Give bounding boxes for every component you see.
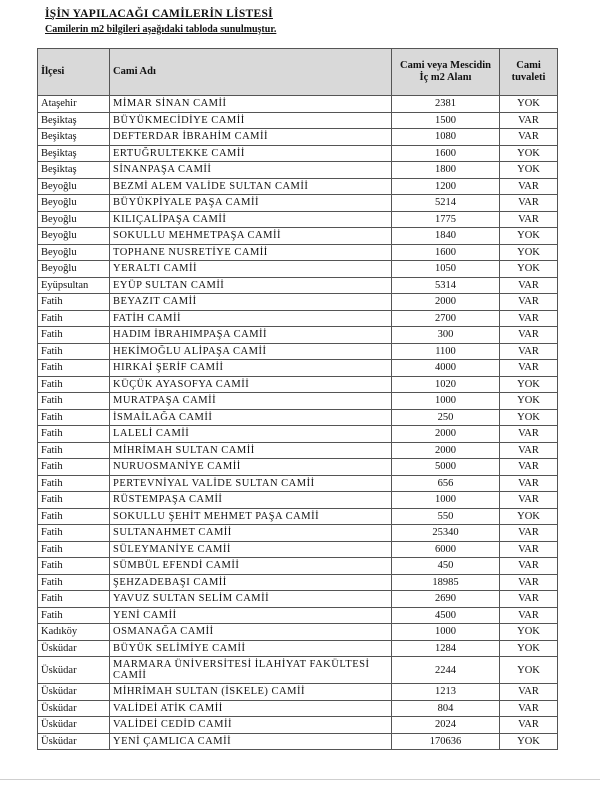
cell-name: TOPHANE NUSRETİYE CAMİİ <box>110 244 392 261</box>
cell-district: Fatih <box>38 376 110 393</box>
cell-name: VALİDEİ CEDİD CAMİİ <box>110 717 392 734</box>
table-row <box>38 178 558 195</box>
table-row <box>38 310 558 327</box>
table-row <box>38 211 558 228</box>
cell-area: 5214 <box>392 195 500 212</box>
cell-name: VALİDEİ ATİK CAMİİ <box>110 700 392 717</box>
cell-toilet: VAR <box>500 442 558 459</box>
cell-district: Fatih <box>38 541 110 558</box>
table-row <box>38 327 558 344</box>
cell-area: 5314 <box>392 277 500 294</box>
cell-area: 6000 <box>392 541 500 558</box>
cell-toilet: VAR <box>500 541 558 558</box>
cell-name: DEFTERDAR İBRAHİM CAMİİ <box>110 129 392 146</box>
cell-area: 1000 <box>392 492 500 509</box>
header-name: Cami Adı <box>110 49 392 96</box>
cell-district: Beşiktaş <box>38 145 110 162</box>
table-row <box>38 426 558 443</box>
cell-toilet: VAR <box>500 178 558 195</box>
page-divider <box>0 779 600 780</box>
cell-toilet: YOK <box>500 409 558 426</box>
cell-name: MİMAR SİNAN CAMİİ <box>110 96 392 113</box>
table-row <box>38 129 558 146</box>
cell-district: Fatih <box>38 310 110 327</box>
cell-toilet: VAR <box>500 195 558 212</box>
cell-name: BEYAZIT CAMİİ <box>110 294 392 311</box>
table-row <box>38 525 558 542</box>
table-row <box>38 360 558 377</box>
cell-name: KILIÇALİPAŞA CAMİİ <box>110 211 392 228</box>
cell-toilet: YOK <box>500 376 558 393</box>
cell-district: Fatih <box>38 574 110 591</box>
cell-name: BEZMİ ALEM VALİDE SULTAN CAMİİ <box>110 178 392 195</box>
table-row <box>38 228 558 245</box>
cell-area: 2000 <box>392 442 500 459</box>
cell-toilet: VAR <box>500 607 558 624</box>
table-row <box>38 96 558 113</box>
document-subtitle: Camilerin m2 bilgileri aşağıdaki tabloda sunulmuştur. <box>45 24 277 35</box>
header-area: Cami veya Mescidin İç m2 Alanı <box>392 49 500 96</box>
cell-name: SOKULLU ŞEHİT MEHMET PAŞA CAMİİ <box>110 508 392 525</box>
cell-district: Üsküdar <box>38 657 110 684</box>
cell-area: 1200 <box>392 178 500 195</box>
cell-area: 18985 <box>392 574 500 591</box>
cell-name: YENİ ÇAMLICA CAMİİ <box>110 733 392 750</box>
cell-toilet: VAR <box>500 310 558 327</box>
cell-area: 450 <box>392 558 500 575</box>
cell-name: FATİH CAMİİ <box>110 310 392 327</box>
cell-district: Fatih <box>38 442 110 459</box>
table-row <box>38 657 558 684</box>
table-row <box>38 162 558 179</box>
cell-district: Ataşehir <box>38 96 110 113</box>
cell-district: Üsküdar <box>38 700 110 717</box>
cell-area: 170636 <box>392 733 500 750</box>
cell-toilet: VAR <box>500 525 558 542</box>
cell-area: 1213 <box>392 684 500 701</box>
cell-area: 2244 <box>392 657 500 684</box>
cell-name: İSMAİLAĞA CAMİİ <box>110 409 392 426</box>
cell-area: 1100 <box>392 343 500 360</box>
mosque-table <box>37 48 558 750</box>
cell-district: Fatih <box>38 492 110 509</box>
table-row <box>38 607 558 624</box>
cell-area: 1080 <box>392 129 500 146</box>
cell-area: 1600 <box>392 244 500 261</box>
cell-district: Kadıköy <box>38 624 110 641</box>
cell-name: ERTUĞRULTEKKE CAMİİ <box>110 145 392 162</box>
table-row <box>38 294 558 311</box>
cell-toilet: YOK <box>500 228 558 245</box>
cell-name: SULTANAHMET CAMİİ <box>110 525 392 542</box>
table-row <box>38 145 558 162</box>
cell-area: 1600 <box>392 145 500 162</box>
table-row <box>38 684 558 701</box>
cell-name: NURUOSMANİYE CAMİİ <box>110 459 392 476</box>
cell-district: Fatih <box>38 393 110 410</box>
cell-name: MİHRİMAH SULTAN CAMİİ <box>110 442 392 459</box>
cell-name: YENİ CAMİİ <box>110 607 392 624</box>
cell-toilet: VAR <box>500 327 558 344</box>
cell-district: Fatih <box>38 360 110 377</box>
cell-toilet: VAR <box>500 129 558 146</box>
cell-district: Üsküdar <box>38 640 110 657</box>
cell-name: LALELİ CAMİİ <box>110 426 392 443</box>
cell-district: Fatih <box>38 591 110 608</box>
cell-district: Fatih <box>38 409 110 426</box>
cell-name: RÜSTEMPAŞA CAMİİ <box>110 492 392 509</box>
table-row <box>38 459 558 476</box>
cell-district: Eyüpsultan <box>38 277 110 294</box>
cell-toilet: YOK <box>500 96 558 113</box>
cell-toilet: YOK <box>500 508 558 525</box>
cell-toilet: VAR <box>500 426 558 443</box>
cell-district: Fatih <box>38 343 110 360</box>
cell-toilet: YOK <box>500 244 558 261</box>
cell-district: Fatih <box>38 525 110 542</box>
cell-toilet: VAR <box>500 700 558 717</box>
cell-area: 656 <box>392 475 500 492</box>
cell-name: KÜÇÜK AYASOFYA CAMİİ <box>110 376 392 393</box>
cell-toilet: VAR <box>500 717 558 734</box>
table-row <box>38 640 558 657</box>
cell-district: Fatih <box>38 459 110 476</box>
cell-toilet: VAR <box>500 459 558 476</box>
cell-area: 1800 <box>392 162 500 179</box>
cell-toilet: YOK <box>500 624 558 641</box>
cell-district: Fatih <box>38 294 110 311</box>
table-row <box>38 244 558 261</box>
cell-name: MARMARA ÜNİVERSİTESİ İLAHİYAT FAKÜLTESİ CAMİİ <box>110 657 392 684</box>
cell-name: BÜYÜKMECİDİYE CAMİİ <box>110 112 392 129</box>
cell-district: Fatih <box>38 607 110 624</box>
cell-area: 2000 <box>392 294 500 311</box>
table-row <box>38 624 558 641</box>
cell-name: MİHRİMAH SULTAN (İSKELE) CAMİİ <box>110 684 392 701</box>
cell-toilet: VAR <box>500 360 558 377</box>
cell-toilet: VAR <box>500 211 558 228</box>
table-row <box>38 343 558 360</box>
cell-area: 1840 <box>392 228 500 245</box>
cell-area: 1284 <box>392 640 500 657</box>
cell-toilet: VAR <box>500 294 558 311</box>
cell-district: Fatih <box>38 475 110 492</box>
cell-toilet: VAR <box>500 684 558 701</box>
cell-district: Beyoğlu <box>38 244 110 261</box>
cell-toilet: YOK <box>500 261 558 278</box>
cell-area: 804 <box>392 700 500 717</box>
table-row <box>38 492 558 509</box>
cell-toilet: VAR <box>500 574 558 591</box>
cell-name: HEKİMOĞLU ALİPAŞA CAMİİ <box>110 343 392 360</box>
cell-toilet: YOK <box>500 145 558 162</box>
cell-name: ŞEHZADEBAŞI CAMİİ <box>110 574 392 591</box>
table-row <box>38 475 558 492</box>
cell-toilet: VAR <box>500 343 558 360</box>
cell-area: 5000 <box>392 459 500 476</box>
cell-name: MURATPAŞA CAMİİ <box>110 393 392 410</box>
table-row <box>38 277 558 294</box>
cell-area: 2700 <box>392 310 500 327</box>
cell-area: 4500 <box>392 607 500 624</box>
table-row <box>38 393 558 410</box>
cell-toilet: VAR <box>500 558 558 575</box>
cell-name: SİNANPAŞA CAMİİ <box>110 162 392 179</box>
cell-area: 1000 <box>392 393 500 410</box>
cell-area: 1050 <box>392 261 500 278</box>
cell-district: Fatih <box>38 426 110 443</box>
cell-area: 2690 <box>392 591 500 608</box>
cell-area: 250 <box>392 409 500 426</box>
table-body <box>38 96 558 750</box>
table-row <box>38 541 558 558</box>
cell-name: HADIM İBRAHIMPAŞA CAMİİ <box>110 327 392 344</box>
cell-name: SÜLEYMANİYE CAMİİ <box>110 541 392 558</box>
table-header-row <box>38 49 558 96</box>
cell-name: EYÜP SULTAN CAMİİ <box>110 277 392 294</box>
table-row <box>38 574 558 591</box>
table-row <box>38 195 558 212</box>
cell-area: 2381 <box>392 96 500 113</box>
table-row <box>38 442 558 459</box>
document-title: İŞİN YAPILACAĞI CAMİLERİN LİSTESİ <box>45 8 273 20</box>
cell-district: Fatih <box>38 327 110 344</box>
table-row <box>38 508 558 525</box>
cell-toilet: VAR <box>500 492 558 509</box>
table-row <box>38 717 558 734</box>
cell-name: HIRKAİ ŞERİF CAMİİ <box>110 360 392 377</box>
cell-toilet: VAR <box>500 475 558 492</box>
cell-toilet: VAR <box>500 112 558 129</box>
cell-name: SÜMBÜL EFENDİ CAMİİ <box>110 558 392 575</box>
header-district: İlçesi <box>38 49 110 96</box>
cell-name: BÜYÜKPİYALE PAŞA CAMİİ <box>110 195 392 212</box>
cell-name: YERALTI CAMİİ <box>110 261 392 278</box>
table-row <box>38 112 558 129</box>
cell-name: SOKULLU MEHMETPAŞA CAMİİ <box>110 228 392 245</box>
cell-name: PERTEVNİYAL VALİDE SULTAN CAMİİ <box>110 475 392 492</box>
table-row <box>38 409 558 426</box>
cell-district: Üsküdar <box>38 717 110 734</box>
table-row <box>38 376 558 393</box>
cell-toilet: VAR <box>500 591 558 608</box>
cell-district: Beyoğlu <box>38 261 110 278</box>
cell-district: Beyoğlu <box>38 211 110 228</box>
cell-district: Beyoğlu <box>38 228 110 245</box>
cell-area: 2024 <box>392 717 500 734</box>
cell-name: OSMANAĞA CAMİİ <box>110 624 392 641</box>
cell-area: 1020 <box>392 376 500 393</box>
cell-area: 550 <box>392 508 500 525</box>
cell-district: Fatih <box>38 508 110 525</box>
cell-district: Beyoğlu <box>38 195 110 212</box>
cell-area: 1775 <box>392 211 500 228</box>
table-row <box>38 558 558 575</box>
cell-toilet: YOK <box>500 640 558 657</box>
cell-toilet: YOK <box>500 162 558 179</box>
cell-area: 2000 <box>392 426 500 443</box>
cell-district: Fatih <box>38 558 110 575</box>
cell-area: 25340 <box>392 525 500 542</box>
cell-area: 1500 <box>392 112 500 129</box>
cell-area: 1000 <box>392 624 500 641</box>
table-row <box>38 261 558 278</box>
cell-district: Beyoğlu <box>38 178 110 195</box>
cell-district: Üsküdar <box>38 684 110 701</box>
cell-toilet: YOK <box>500 393 558 410</box>
cell-district: Beşiktaş <box>38 162 110 179</box>
cell-area: 300 <box>392 327 500 344</box>
table-row <box>38 700 558 717</box>
cell-name: BÜYÜK SELİMİYE CAMİİ <box>110 640 392 657</box>
cell-toilet: YOK <box>500 733 558 750</box>
cell-district: Beşiktaş <box>38 129 110 146</box>
cell-name: YAVUZ SULTAN SELİM CAMİİ <box>110 591 392 608</box>
cell-district: Beşiktaş <box>38 112 110 129</box>
header-toilet: Cami tuvaleti <box>500 49 558 96</box>
table-row <box>38 733 558 750</box>
cell-area: 4000 <box>392 360 500 377</box>
cell-district: Üsküdar <box>38 733 110 750</box>
cell-toilet: VAR <box>500 277 558 294</box>
cell-toilet: YOK <box>500 657 558 684</box>
table-row <box>38 591 558 608</box>
